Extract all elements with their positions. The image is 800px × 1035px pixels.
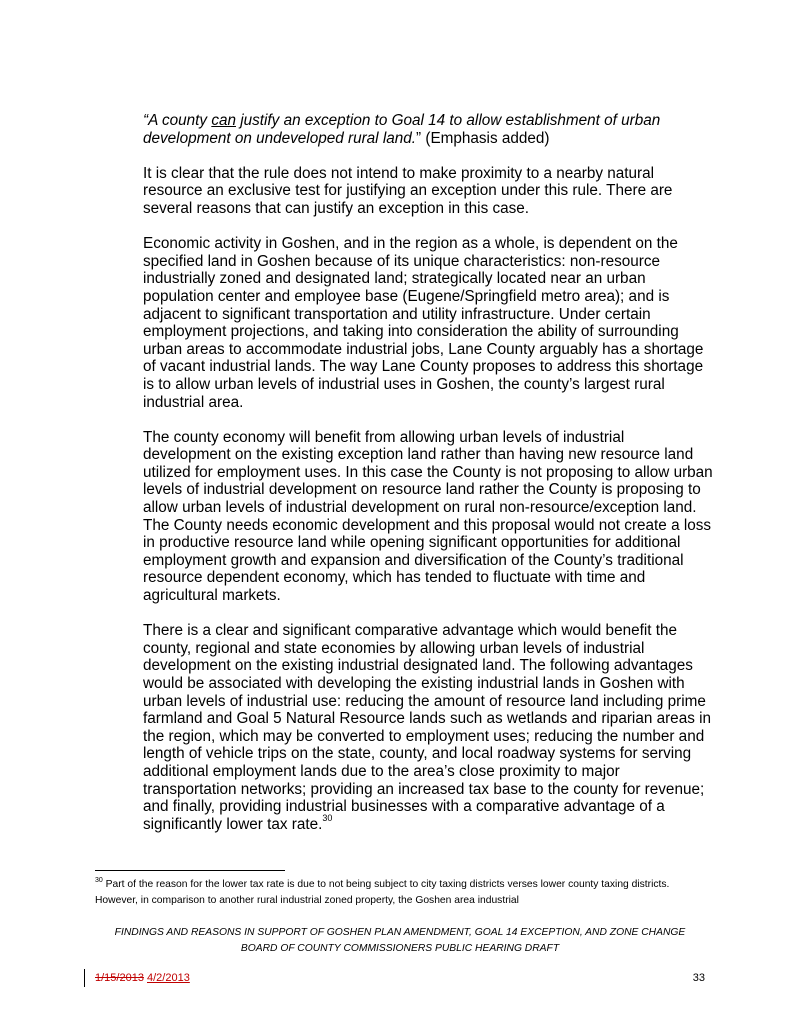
quote-paragraph (143, 112, 713, 147)
footer-title-line-1: FINDINGS AND REASONS IN SUPPORT OF GOSHEN PLAN AMENDMENT, GOAL 14 EXCEPTION, AND ZONE CHANGE (114, 927, 686, 938)
date-deleted: 1/15/2013 (95, 972, 144, 984)
quote-start: “A county (143, 112, 212, 129)
quote-close: ” (Emphasis added) (416, 129, 550, 147)
paragraph-4-text: There is a clear and significant comparative advantage which would benefit the county, regional and state economies by allowing urban levels of industrial development on the existing industrial designated land. The following advantages would be associated with developing the existing industrial lands in Goshen with urban levels of industrial use: reducing the amount of resource land including prime farmland and Goal 5 Natural Resource lands such as wetlands and riparian areas in the region, which may be converted to employment uses; reducing the number and length of vehicle trips on the state, county, and local roadway systems for serving additional employment lands due to the area’s close proximity to major transportation networks; providing an increased tax base to the county for revenue; and finally, providing industrial businesses with a comparative advantage of a significantly lower tax rate. (143, 622, 712, 833)
footer-title (95, 925, 705, 957)
paragraph-4 (143, 622, 713, 833)
page-number: 33 (692, 972, 705, 984)
footnote-separator (95, 870, 285, 871)
paragraph-1: It is clear that the rule does not intend to make proximity to a nearby natural resource an exclusive test for justifying an exception under this rule. There are several reasons that can justify an exception in this case. (143, 164, 673, 217)
footnote (95, 877, 715, 909)
quote-emphasis: can (211, 112, 236, 129)
footnote-reference[interactable]: 30 (322, 812, 333, 823)
date-inserted: 4/2/2013 (147, 972, 190, 984)
footer-date (95, 971, 190, 985)
revision-change-bar (84, 969, 85, 987)
paragraph-3: The county economy will benefit from allowing urban levels of industrial development on the existing exception land rather than having new resource land utilized for employment uses. In this case the County is not proposing to allow urban levels of industrial development on resource land rather the County is proposing to allow urban levels of industrial development on rural non-resource/exception land. The County needs economic development and this proposal would not create a loss in productive resource land while opening significant opportunities for additional employment growth and expansion and diversification of the County’s traditional resource dependent economy, which has tended to fluctuate with time and agricultural markets. (143, 428, 713, 605)
paragraph-2: Economic activity in Goshen, and in the region as a whole, is dependent on the specified land in Goshen because of its unique characteristics: non-resource industrially zoned and designated land; strategically located near an urban population center and employee base (Eugene/Springfield metro area); and is adjacent to significant transportation and utility infrastructure. Under certain employment projections, and taking into consideration the ability of surrounding urban areas to accommodate industrial jobs, Lane County arguably has a shortage of vacant industrial lands. The way Lane County proposes to address this shortage is to allow urban levels of industrial uses in Goshen, the county’s largest rural industrial area. (143, 235, 704, 411)
footer-title-line-2: BOARD OF COUNTY COMMISSIONERS PUBLIC HEARING DRAFT (240, 943, 560, 954)
quote-rest: justify an exception to Goal 14 to allow establishment of urban development on undeveloped rural land. (143, 112, 661, 147)
footnote-text: Part of the reason for the lower tax rate is due to not being subject to city taxing districts verses lower county taxing districts. However, in comparison to another rural industrial zoned property, the Goshen area industrial (95, 879, 670, 906)
footnote-number: 30 (95, 876, 103, 884)
body-text (143, 112, 713, 851)
